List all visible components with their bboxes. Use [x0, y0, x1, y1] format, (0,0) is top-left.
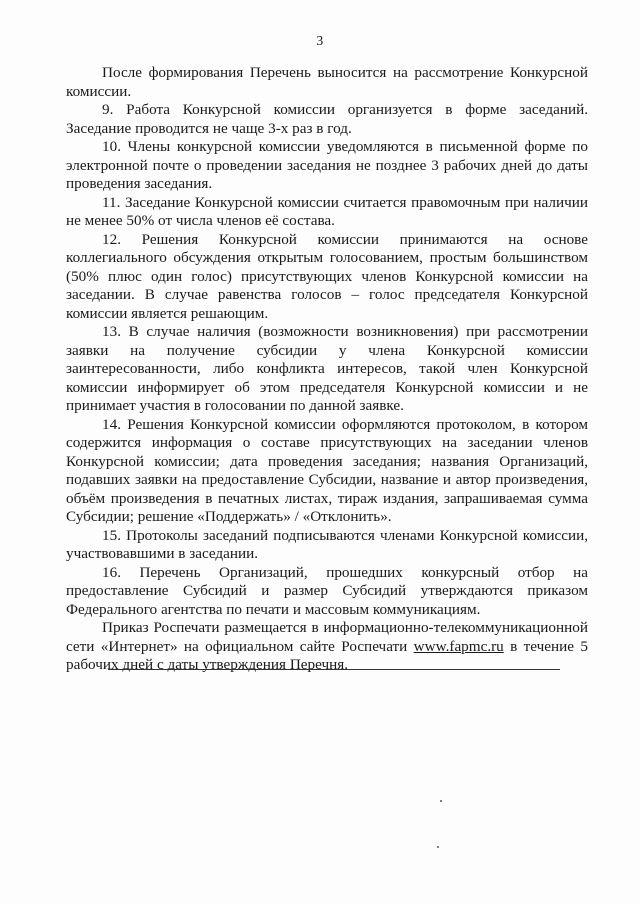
- paragraph-10: 10. Члены конкурсной комиссии уведомляются в письменной форме по электронной почте о проведении заседания не позднее 3 рабочих дней до даты проведения заседания.: [66, 138, 588, 192]
- paragraph-12: 12. Решения Конкурсной комиссии принимаются на основе коллегиального обсуждения открытым голосованием, простым большинством (50% плюс один голос) присутствующих членов Конкурсной комиссии на заседании. В случае равенства голосов – голос председателя Конкурсной комиссии является решающим.: [66, 230, 588, 322]
- page-number: 3: [316, 34, 324, 49]
- scan-speck: [440, 800, 442, 802]
- paragraph-intro: После формирования Перечень выносится на рассмотрение Конкурсной комиссии.: [66, 64, 588, 100]
- publication-text-start: Приказ Роспечати размещается в информационно-телекоммуникационной сети «Интернет» на официальном сайте Роспечати: [66, 619, 588, 655]
- paragraph-9: 9. Работа Конкурсной комиссии организуется в форме заседаний. Заседание проводится не чаще 3-х раз в год.: [66, 101, 588, 137]
- paragraph-16: 16. Перечень Организаций, прошедших конкурсный отбор на предоставление Субсидий и размер Субсидий утверждаются приказом Федерального агентства по печати и массовым коммуникациям.: [66, 563, 588, 618]
- paragraph-publication: [66, 619, 588, 675]
- paragraph-14: 14. Решения Конкурсной комиссии оформляются протоколом, в котором содержится информация о составе присутствующих на заседании членов Конкурсной комиссии; дата проведения заседания; названия Организаций, подавших заявки на предоставление Субсидии, название и автор произведения, объём произведения в печатных листах, тираж издания, запрашиваемая сумма Субсидии; решение «Поддержать» / «Отклонить».: [66, 415, 588, 525]
- paragraph-11: 11. Заседание Конкурсной комиссии считается правомочным при наличии не менее 50% от числа членов её состава.: [66, 193, 588, 229]
- end-of-text-divider: [108, 669, 560, 670]
- website-link[interactable]: www.fapmc.ru: [413, 637, 504, 655]
- document-body: [66, 64, 588, 675]
- paragraph-15: 15. Протоколы заседаний подписываются членами Конкурсной комиссии, участвовавшими в заседании.: [66, 526, 588, 562]
- scan-speck: [437, 846, 439, 848]
- publication-text-end: в течение 5 рабочих дней с даты утверждения Перечня.: [66, 637, 589, 673]
- paragraph-13: 13. В случае наличия (возможности возникновения) при рассмотрении заявки на получение субсидии у члена Конкурсной комиссии заинтересованности, либо конфликта интересов, такой член Конкурсной комиссии информирует об этом председателя Конкурсной комиссии и не принимает участия в голосовании по данной заявке.: [66, 323, 588, 414]
